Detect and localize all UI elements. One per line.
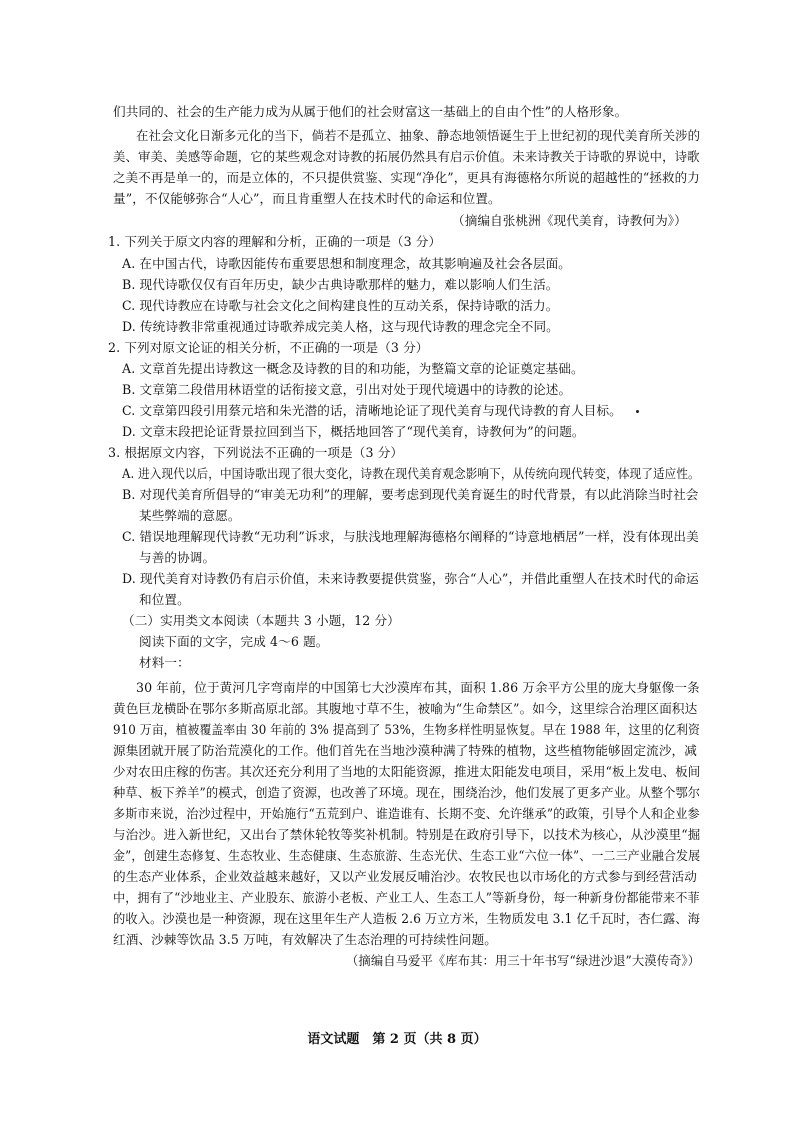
text-line: C. 现代诗教应在诗歌与社会文化之间构建良性的互动关系，保持诗歌的活力。 [122,298,559,313]
text-line: 3. 根据原文内容，下列说法不正确的一项是（3 分） [108,445,404,460]
text-line: 黄色巨龙横卧在鄂尔多斯高原北部。其腹地寸草不生，被喻为“生命禁区”。如今，这里综合治理区面积达 [113,701,698,716]
text-line: A. 进入现代以后，中国诗歌出现了很大变化，诗教在现代美育观念影响下，从传统向现代转变，体现了适应性。 [122,466,700,481]
text-line: 阅读下面的文字，完成 4～6 题。 [139,634,329,649]
text-line: B. 现代诗歌仅仅有百年历史，缺少古典诗歌那样的魅力，难以影响人们生活。 [122,277,559,292]
text-line: D. 传统诗教非常重视通过诗歌养成完美人格，这与现代诗教的理念完全不同。 [122,319,559,334]
text-line: A. 文章首先提出诗教这一概念及诗教的目的和功能，为整篇文章的论证奠定基础。 [122,361,584,376]
text-line: D. 文章末段把论证背景拉回到当下，概括地回答了“现代美育，诗教何为”的问题。 [122,424,585,439]
text-line: D. 现代美育对诗教仍有启示价值，未来诗教要提供赏鉴，弥合“人心”，并借此重塑人在技术时代的命运 [122,571,699,586]
text-line: 与善的协调。 [139,550,216,565]
text-line: 某些弊端的意愿。 [139,508,241,523]
text-line: 中，拥有了“沙地业主、产业股东、旅游小老板、产业工人、生态工人”等新身份，每一种新身份都能带来不菲 [113,890,700,905]
text-line: 和位置。 [139,592,190,607]
text-line: 种草、板下养羊”的模式，创造了资源，也改善了环境。现在，围绕治沙，他们发展了更多产业。从整个鄂尔 [113,785,701,800]
text-line: 美、审美、美感等命题，它的某些观念对诗教的拓展仍然具有启示价值。未来诗教关于诗歌的界说中，诗歌 [113,149,700,164]
text-line: 在社会文化日渐多元化的当下，倘若不是孤立、抽象、静态地领悟诞生于上世纪初的现代美育所关涉的 [136,128,701,143]
text-line: 1. 下列关于原文内容的理解和分析，正确的一项是（3 分） [108,234,442,249]
text-line: C. 文章第四段引用蔡元培和朱光潜的话，清晰地论证了现代美育与现代诗教的育人目标。 [122,403,622,418]
text-line: 的收入。沙漠也是一种资源，现在这里年生产人造板 2.6 万立方米，生物质发电 3.1 亿千瓦时，杏仁露、海 [113,911,700,926]
text-line: C. 错误地理解现代诗教“无功利”诉求，与肤浅地理解海德格尔阐释的“诗意地栖居”一样，没有体现出美 [122,529,699,544]
text-line: 少对农田庄稼的伤害。其次还充分利用了当地的太阳能资源，推进太阳能发电项目，采用“板上发电、板间 [113,764,701,779]
stray-mark [636,410,639,413]
text-line: 与治沙。进入新世纪，又出台了禁休轮牧等奖补机制。特别是在政府引导下，以技术为核心，从沙漠里“掘 [113,827,701,842]
text-line: 材料一： [139,655,190,670]
text-line: （二）实用类文本阅读（本题共 3 小题，12 分） [122,613,400,628]
text-line: B. 文章第二段借用林语堂的话衔接文意，引出对处于现代境遇中的诗教的论述。 [122,382,572,397]
text-line: 之美不再是单一的，而是立体的，不只提供赏鉴、实现“净化”，更具有海德格尔所说的超越性的“拯救的力 [113,170,700,185]
page-footer: 语文试题 第 2 页（共 8 页） [307,1032,487,1047]
text-line: （摘编自张桃洲《现代美育，诗教何为》） [452,213,687,228]
text-line: 的生态产业体系，企业效益越来越好，又以产业发展反哺治沙。农牧民也以市场化的方式参与到经营活动 [113,869,697,884]
text-line: 2. 下列对原文论证的相关分析，不正确的一项是（3 分） [108,340,429,355]
text-line: （摘编自马爱平《库布其：用三十年书写“绿进沙退”大漠传奇》） [346,953,701,968]
text-line: 多斯市来说，治沙过程中，开始施行“五荒到户、谁造谁有、长期不变、允许继承”的政策，引导个人和企业参 [113,806,700,821]
text-line: B. 对现代美育所倡导的“审美无功利”的理解，要考虑到现代美育诞生的时代背景，有以此消除当时社会 [122,487,699,502]
text-line: 们共同的、社会的生产能力成为从属于他们的社会财富这一基础上的自由个性”的人格形象。 [113,104,628,119]
text-line: 量”，不仅能够弥合“人心”，而且肯重塑人在技术时代的命运和位置。 [113,191,501,206]
text-line: 红酒、沙棘等饮品 3.5 万吨，有效解决了生态治理的可持续性问题。 [113,932,497,947]
text-line: 910 万亩，植被覆盖率由 30 年前的 3% 提高到了 53%，生物多样性明显恢复。早在 1988 年，这里的亿利资 [113,722,700,737]
text-line: A. 在中国古代，诗歌因能传布重要思想和制度理念，故其影响遍及社会各层面。 [122,256,571,271]
text-line: 30 年前，位于黄河几字弯南岸的中国第七大沙漠库布其，面积 1.86 万余平方公里的庞大身躯像一条 [136,680,700,695]
text-line: 金”，创建生态修复、生态牧业、生态健康、生态旅游、生态光伏、生态工业“六位一体”、一二三产业融合发展 [113,848,701,863]
text-line: 源集团就开展了防治荒漠化的工作。他们首先在当地沙漠种满了特殊的植物，这些植物能够固定流沙，减 [113,743,697,758]
